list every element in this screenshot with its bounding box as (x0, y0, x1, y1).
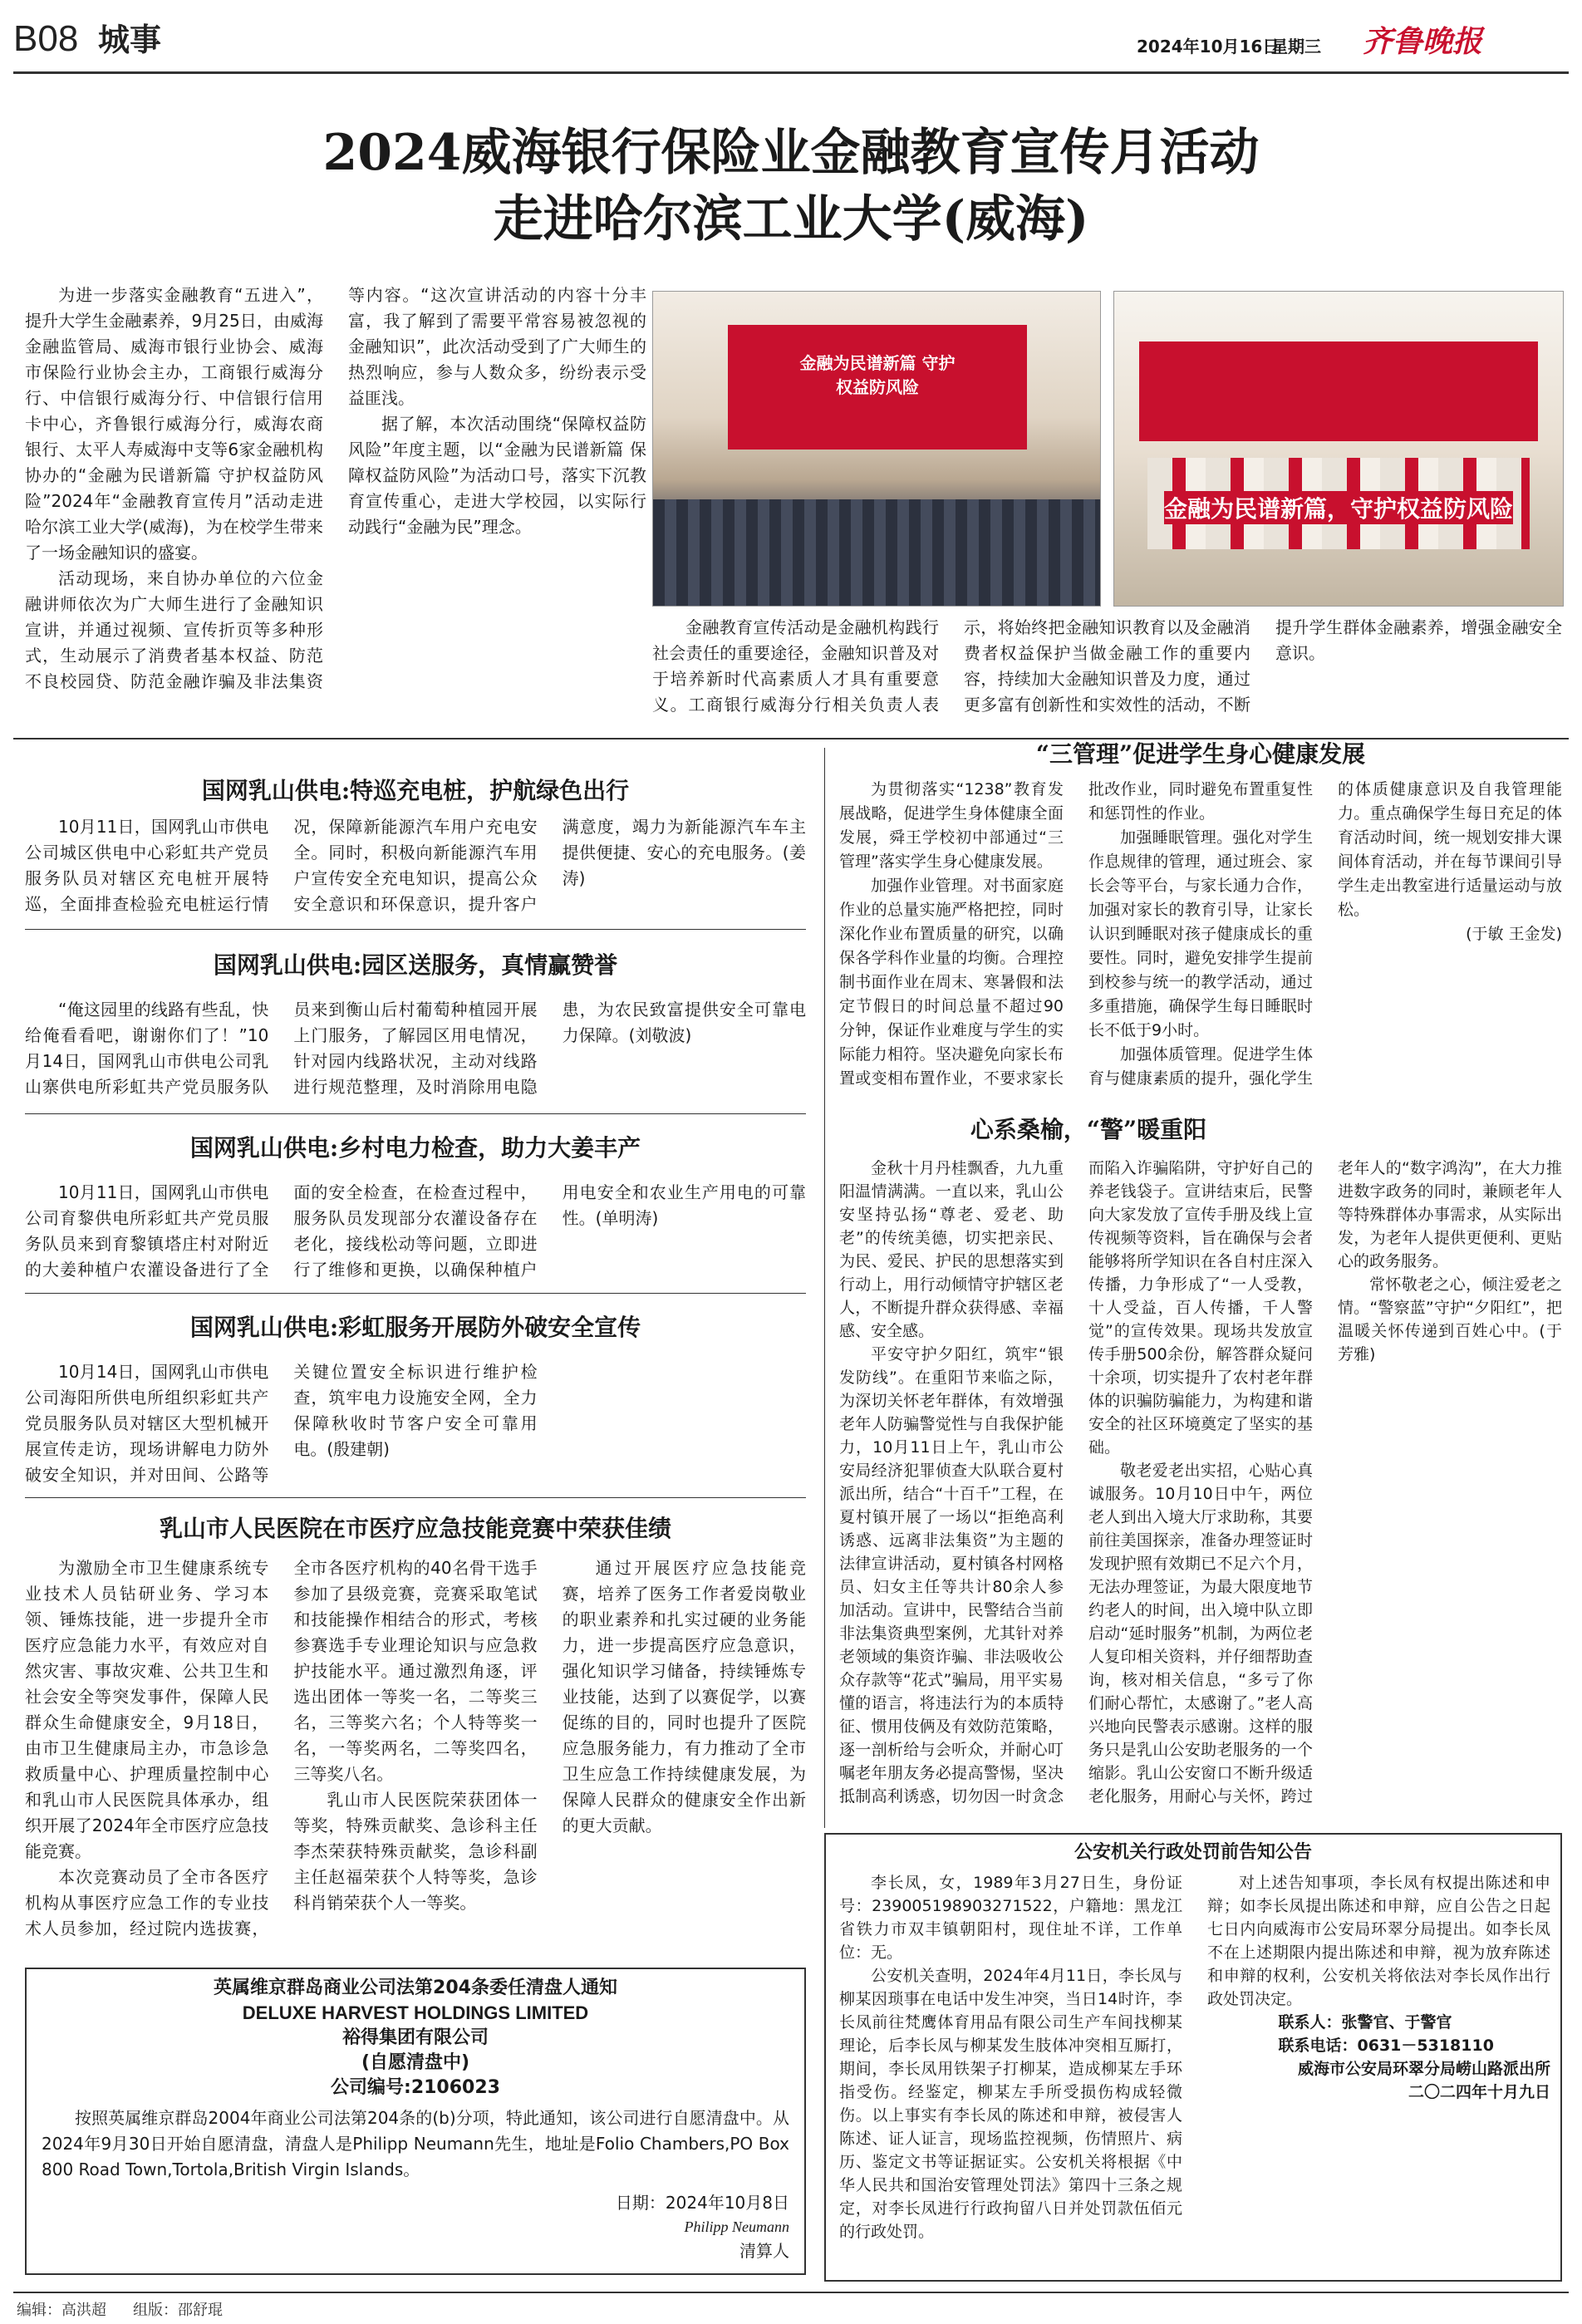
article-3-body: 10月11日，国网乳山市供电公司育黎供电所彩虹共产党员服务队员来到育黎镇塔庄村对附近的大姜种植户农灌设备进行了全面的安全检查，在检查过程中，服务队员发现部分农灌设备存在老化，接线松动等问题，立即进行了维修和更换，以确保种植户用电安全和农业生产用电的可靠性。(单明涛) (25, 1182, 806, 1280)
footer-editor: 编辑：高洪超 (17, 2302, 106, 2319)
article-4-title: 国网乳山供电:彩虹服务开展防外破安全宣传 (189, 1314, 641, 1341)
liquidation-notice-title: 英属维京群岛商业公司法第204条委任清盘人通知 (214, 1978, 617, 1998)
divider (25, 1497, 806, 1498)
liquidation-date: 日期：2024年10月8日 (615, 2193, 789, 2213)
article-2-title: 国网乳山供电:园区送服务，真情赢赞誉 (213, 951, 618, 979)
divider (25, 1113, 806, 1114)
footer-designer: 组版：邵舒琨 (133, 2302, 223, 2319)
article-1-body: 10月11日，国网乳山市供电公司城区供电中心彩虹共产党员服务队员对辖区充电桩开展特巡，全面排查检验充电桩运行情况，保障新能源汽车用户充电安全。同时，积极向新能源汽车用户宣传安全充电知识，提高公众安全意识和环保意识，提升客户满意度，竭力为新能源汽车车主提供便捷、安心的充电服务。(姜涛) (25, 817, 806, 914)
article-2-body: “俺这园里的线路有些乱，快给俺看看吧，谢谢你们了！”10月14日，国网乳山市供电公司乳山寨供电所彩虹共产党员服务队员来到衡山后村葡萄种植园开展上门服务，了解园区用电情况，针对园内线路状况，主动对线路进行规范整理，及时消除用电隐患，为农民致富提供安全可靠电力保障。(刘敬波) (25, 1000, 806, 1097)
contact-person: 联系人：张警官、于警官 (1278, 2013, 1452, 2032)
liquidation-signature: Philipp Neumann (684, 2218, 789, 2235)
main-article-body: 为进一步落实金融教育“五进入”，提升大学生金融素养，9月25日，由威海金融监管局、威海市银行业协会、威海市保险行业协会主办，工商银行威海分行、中信银行威海分行、中信银行信用卡中心，齐鲁银行威海分行，威海农商银行、太平人寿威海中支等6家金融机构协办的“金融为民谱新篇 守护权益防风险”2024年“金融教育宣传月”活动走进哈尔滨工业大学(威海)，为在校学生带来了一场金融知识的盛宴。 活动现场，来自协办单位的六位金融讲师依次为广大师生进行了金融知识宣讲，并通过视频、宣传折页等多种形式，生动展示了消费者基本权益、防范不良校园贷、防范金融诈骗及非法集资等内容。“这次宣讲活动的内容十分丰富，我了解到了需要平常容易被忽视的金融知识”，此次活动受到了广大师生的热烈响应，参与人数众多，纷纷表示受益匪浅。 据了解，本次活动围绕“保障权益防风险”年度主题，以“金融为民谱新篇 保障权益防风险”为活动口号，落实下沉教育宣传重心，走进大学校园，以实际行动践行“金融为民”理念。 (25, 285, 646, 691)
footer-rule (13, 2292, 1569, 2293)
penalty-notice-title: 公安机关行政处罚前告知公告 (1074, 1842, 1312, 1863)
penalty-notice-body: 李长凤，女，1989年3月27日生，身份证号：239005198903271522，户籍地：黑龙江省铁力市双丰镇朝阳村，现住址不详，工作单位：无。 公安机关查明，2024年4月11日，李长凤与柳某因琐事在电话中发生冲突，当日14时许，李长凤前往梵鹰体育用品有限公司生产车间找柳某理论，后李长凤与柳某发生肢体冲突相互厮打，期间，李长凤用铁架子打柳某，造成柳某左手环指受伤。经鉴定，柳某左手所受损伤构成轻微伤。以上事实有李长凤的陈述和申辩，被侵害人陈述、证人证言，现场监控视频，伤情照片、病历、鉴定文书等证据证实。公安机关将根据《中华人民共和国治安管理处罚法》第四十三条之规定，对李长凤进行行政拘留八日并处罚款伍佰元的行政处罚。 对上述告知事项，李长凤有权提出陈述和申辩；如李长凤提出陈述和申辩，应自公告之日起七日内向威海市公安局环翠分局提出。如李长凤不在上述期限内提出陈述和申辩，视为放弃陈述和申辩的权利，公安机关将依法对李长凤作出行政处罚决定。 联系人：张警官、于警官 联系电话：0631－5318110 威海市公安局环翠分局崂山路派出所 二〇二四年十月九日 (839, 1874, 1550, 2241)
contact-phone: 联系电话：0631－5318110 (1278, 2037, 1494, 2055)
masthead-logo: 齐鲁晚报 (1363, 24, 1483, 59)
liquidation-status: (自愿清盘中) (361, 2052, 470, 2073)
article-3-title: 国网乳山供电:乡村电力检查，助力大姜丰产 (189, 1134, 641, 1162)
article-7-title: 心系桑榆，“警”暖重阳 (970, 1116, 1207, 1143)
liquidation-notice-body: 按照英属维京群岛2004年商业公司法第204条的(b)分项，特此通知，该公司进行自愿清盘中。从2024年9月30日开始自愿清盘，清盘人是Philipp Neumann先生，地址是Folio Chambers,PO Box 800 Road Town,Tortola,British Virgin Islands。 (42, 2108, 789, 2179)
group-banner-text: 金融为民谱新篇，守护权益防风险 (1164, 491, 1513, 524)
header-rule (13, 71, 1569, 74)
article-5-title: 乳山市人民医院在市医疗应急技能竞赛中荣获佳绩 (159, 1515, 671, 1542)
issue-date: 二〇二四年十月九日 (1408, 2083, 1550, 2101)
article-5-body: 为激励全市卫生健康系统专业技术人员钻研业务、学习本领、锤炼技能，进一步提升全市医疗应急能力水平，有效应对自然灾害、事故灾难、公共卫生和社会安全等突发事件，保障人民群众生命健康安全，9月18日，由市卫生健康局主办，市急诊急救质量中心、护理质量控制中心和乳山市人民医院具体承办，组织开展了2024年全市医疗应急技能竞赛。 本次竞赛动员了全市各医疗机构从事医疗应急工作的专业技术人员参加，经过院内选拔赛，全市各医疗机构的40名骨干选手参加了县级竞赛，竞赛采取笔试和技能操作相结合的形式，考核参赛选手专业理论知识与应急救护技能水平。通过激烈角逐，评选出团体一等奖一名，二等奖三名，三等奖六名；个人特等奖一名，一等奖两名，二等奖四名，三等奖八名。 乳山市人民医院荣获团体一等奖，特殊贡献奖、急诊科主任李杰荣获特殊贡献奖，急诊科副主任赵福荣获个人特等奖，急诊科肖销荣获个人一等奖。 通过开展医疗应急技能竞赛，培养了医务工作者爱岗敬业的职业素养和扎实过硬的业务能力，进一步提高医疗应急意识，强化知识学习储备，持续锤炼专业技能，达到了以赛促学，以赛促练的目的，同时也提升了医院应急服务能力，有力推动了全市卫生应急工作持续健康发展，为保障人民群众的健康安全作出新的更大贡献。 (25, 1558, 806, 1938)
page-number: B08 (13, 18, 79, 59)
column-divider (824, 748, 825, 1828)
weekday: 星期三 (1271, 37, 1321, 57)
article-1-title: 国网乳山供电:特巡充电桩，护航绿色出行 (201, 777, 630, 804)
article-7-body: 金秋十月丹桂飘香，九九重阳温情满满。一直以来，乳山公安坚持弘扬“尊老、爱老、助老”的传统美德，切实把亲民、为民、爱民、护民的思想落实到行动上，用行动倾情守护辖区老人，不断提升群众获得感、幸福感、安全感。 平安守护夕阳红，筑牢“银发防线”。在重阳节来临之际，为深切关怀老年群体，有效增强老年人防骗警觉性与自我保护能力，10月11日上午，乳山市公安局经济犯罪侦查大队联合夏村派出所，结合“十百千”工程，在夏村镇开展了一场以“拒绝高利诱惑、远离非法集资”为主题的法律宣讲活动，夏村镇各村网格员、妇女主任等共计80余人参加活动。宣讲中，民警结合当前非法集资典型案例，尤其针对养老领域的集资诈骗、非法吸收公众存款等“花式”骗局，用平实易懂的语言，将违法行为的本质特征、惯用伎俩及有效防范策略，逐一剖析给与会听众，并耐心叮嘱老年朋友务必提高警惕，坚决抵制高利诱惑，切勿因一时贪念而陷入诈骗陷阱，守护好自己的养老钱袋子。宣讲结束后，民警向大家发放了宣传手册及线上宣传视频等资料，旨在确保与会者能够将所学知识在各自村庄深入传播，力争形成了“一人受教，十人受益，百人传播，千人警觉”的宣传效果。现场共发放宣传手册500余份，解答群众疑问十余项，切实提升了农村老年群体的识骗防骗能力，为构建和谐安全的社区环境奠定了坚实的基础。 敬老爱老出实招，心贴心真诚服务。10月10日中午，两位老人到出入境大厅求助称，其要前往美国探亲，准备办理签证时发现护照有效期已不足六个月，无法办理签证，为最大限度地节约老人的时间，出入境中队立即启动“延时服务”机制，为两位老人复印相关资料，并仔细帮助查询，核对相关信息，“多亏了你们耐心帮忙，太感谢了。”老人高兴地向民警表示感谢。这样的服务只是乳山公安助老服务的一个缩影。乳山公安窗口不断升级适老化服务，用耐心与关怀，跨过老年人的“数字鸿沟”，在大力推进数字政务的同时，兼顾老年人等特殊群体办事需求，从实际出发，为老年人提供更便利、更贴心的政务服务。 常怀敬老之心，倾注爱老之情。“警察蓝”守护“夕阳红”，把温暖关怀传递到百姓心中。(于芳雅) (839, 1159, 1562, 1806)
issue-date: 2024年10月16日 (1137, 37, 1280, 57)
article-6-title: “三管理”促进学生身心健康发展 (1035, 740, 1366, 768)
article-6-body: 为贯彻落实“1238”教育发展战略，促进学生身体健康全面发展，舜王学校初中部通过“三管理”落实学生身心健康发展。 加强作业管理。对书面家庭作业的总量实施严格把控，同时深化作业布置质量的研究，以确保各学科作业量的均衡。合理控制书面作业在周末、寒暑假和法定节假日的时间总量不超过90分钟，保证作业难度与学生的实际能力相符。坚决避免向家长布置或变相布置作业，不要求家长批改作业，同时避免布置重复性和惩罚性的作业。 加强睡眠管理。强化对学生作息规律的管理，通过班会、家长会等平台，与家长通力合作，加强对家长的教育引导，让家长认识到睡眠对孩子健康成长的重要性。同时，避免安排学生提前到校参与统一的教学活动，通过多重措施，确保学生每日睡眠时长不低于9小时。 加强体质管理。促进学生体育与健康素质的提升，强化学生的体质健康意识及自我管理能力。重点确保学生每日充足的体育活动时间，统一规划安排大课间体育活动，并在每节课间引导学生走出教室进行适量运动与放松。 (于敏 王金发) (839, 780, 1562, 1088)
event-photo-group (1113, 291, 1564, 607)
main-article-body-2: 金融教育宣传活动是金融机构践行社会责任的重要途径，金融知识普及对于培养新时代高素质人才具有重要意义。工商银行威海分行相关负责人表示，将始终把金融知识教育以及金融消费者权益保护当做金融工作的重要内容，持续加大金融知识普及力度，通过更多富有创新性和实效性的活动，不断提升学生群体金融素养，增强金融安全意识。 (652, 617, 1562, 715)
issuer: 威海市公安局环翠分局崂山路派出所 (1297, 2060, 1550, 2078)
main-headline-1: 2024威海银行保险业金融教育宣传月活动 (322, 124, 1260, 182)
divider (25, 929, 806, 930)
lecture-banner-text: 金融为民谱新篇 守护权益防风险 (799, 353, 956, 397)
liquidation-company-en: DELUXE HARVEST HOLDINGS LIMITED (242, 2002, 589, 2023)
divider (25, 1293, 806, 1294)
liquidation-company-cn: 裕得集团有限公司 (341, 2027, 489, 2048)
liquidation-company-no: 公司编号:2106023 (331, 2077, 500, 2098)
article-4-body: 10月14日，国网乳山市供电公司海阳所供电所组织彩虹共产党员服务队员对辖区大型机械开展宣传走访，现场讲解电力防外破安全知识，并对田间、公路等关键位置安全标识进行维护检查，筑牢电力设施安全网，全力保障秋收时节客户安全可靠用电。(殷建朝) (25, 1362, 538, 1485)
main-headline-2: 走进哈尔滨工业大学(威海) (493, 190, 1089, 248)
section-name: 城事 (98, 21, 162, 58)
event-photo-lecture (652, 291, 1101, 607)
liquidation-signer-role: 清算人 (739, 2241, 789, 2261)
